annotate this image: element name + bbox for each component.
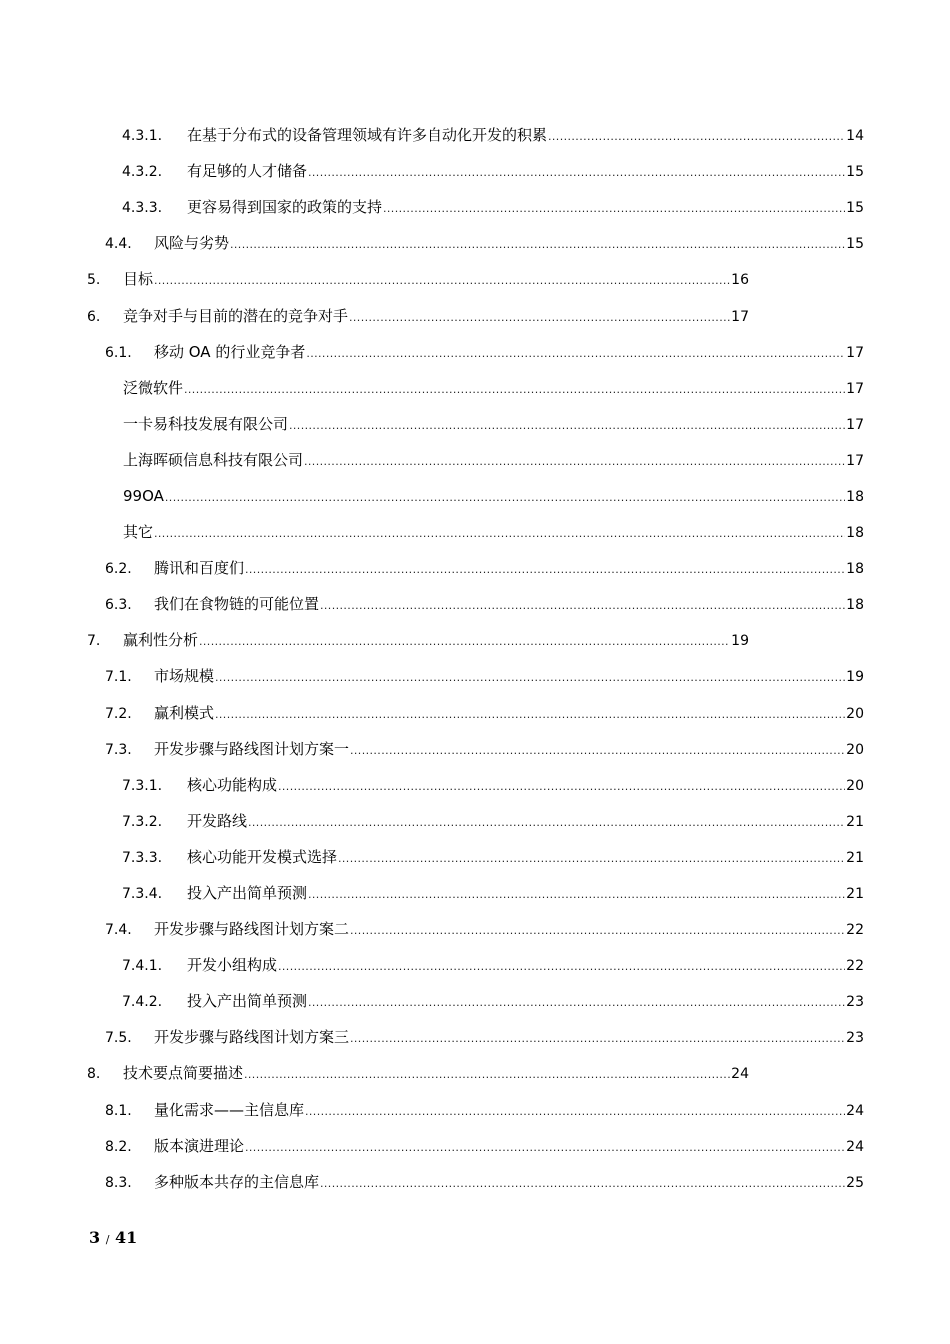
toc-entry-number: 4.3.3. <box>122 200 163 217</box>
toc-entry-title[interactable]: 核心功能开发模式选择 <box>187 847 338 866</box>
toc-entry[interactable] <box>0 262 950 298</box>
toc-dot-leader <box>245 1139 845 1157</box>
toc-entry-page[interactable]: 24 <box>846 1102 864 1119</box>
toc-dot-leader <box>278 958 845 976</box>
toc-entry-title[interactable]: 量化需求——主信息库 <box>154 1100 305 1119</box>
toc-entry[interactable] <box>0 912 950 948</box>
toc-entry-body <box>187 848 864 868</box>
toc-entry-number: 7.4. <box>105 922 132 939</box>
toc-entry[interactable] <box>0 984 950 1020</box>
toc-entry-body <box>187 884 864 904</box>
toc-entry-title[interactable]: 技术要点简要描述 <box>123 1064 244 1083</box>
toc-entry-page[interactable]: 18 <box>846 561 864 578</box>
toc-dot-leader <box>308 994 845 1012</box>
toc-entry-page[interactable]: 21 <box>846 813 864 830</box>
toc-dot-leader <box>244 1066 730 1084</box>
toc-entry-number: 4.3.2. <box>122 164 163 181</box>
toc-entry-body <box>154 920 864 940</box>
toc-entry[interactable] <box>0 1129 950 1165</box>
toc-entry-number: 7.2. <box>105 705 132 722</box>
toc-entry-number: 6.2. <box>105 561 132 578</box>
toc-entry-title[interactable]: 市场规模 <box>154 667 215 686</box>
toc-entry[interactable] <box>0 154 950 190</box>
toc-entry-body <box>187 812 864 832</box>
toc-entry-page[interactable]: 17 <box>846 380 864 397</box>
toc-entry-number: 8. <box>87 1066 101 1083</box>
toc-entry[interactable] <box>0 659 950 695</box>
toc-entry[interactable] <box>0 732 950 768</box>
toc-entry[interactable] <box>0 623 950 659</box>
toc-entry-number: 7.3.1. <box>122 777 163 794</box>
toc-entry-page[interactable]: 15 <box>846 236 864 253</box>
toc-entry-page[interactable]: 20 <box>846 741 864 758</box>
toc-entry-body <box>123 415 864 435</box>
page-current: 3 <box>89 1228 101 1247</box>
toc-entry-page[interactable]: 17 <box>846 452 864 469</box>
toc-entry-title[interactable]: 开发步骤与路线图计划方案二 <box>154 920 350 939</box>
toc-entry[interactable] <box>0 443 950 479</box>
toc-entry[interactable] <box>0 948 950 984</box>
toc-entry-page[interactable]: 24 <box>731 1066 749 1083</box>
toc-entry-title[interactable]: 有足够的人才储备 <box>187 162 308 181</box>
toc-entry-page[interactable]: 21 <box>846 849 864 866</box>
toc-entry-title[interactable]: 在基于分布式的设备管理领域有许多自动化开发的积累 <box>187 126 548 145</box>
toc-entry-number: 4.3.1. <box>122 128 163 145</box>
page-separator: / <box>105 1233 110 1246</box>
toc-entry-page[interactable]: 17 <box>846 416 864 433</box>
table-of-contents <box>0 118 950 1201</box>
toc-entry-number: 6.3. <box>105 597 132 614</box>
toc-entry-body <box>123 451 864 471</box>
toc-entry-body <box>187 992 864 1012</box>
toc-entry-title[interactable]: 开发小组构成 <box>187 956 278 975</box>
toc-entry[interactable] <box>0 587 950 623</box>
toc-entry-title[interactable]: 赢利模式 <box>154 703 215 722</box>
toc-entry-body <box>187 162 864 182</box>
toc-entry-number: 7.1. <box>105 669 132 686</box>
toc-entry-title[interactable]: 99OA <box>123 486 164 505</box>
toc-entry-page[interactable]: 21 <box>846 886 864 903</box>
toc-entry[interactable] <box>0 479 950 515</box>
toc-entry-page[interactable]: 16 <box>731 272 749 289</box>
toc-entry-title[interactable]: 核心功能构成 <box>187 775 278 794</box>
toc-entry[interactable] <box>0 1093 950 1129</box>
toc-entry[interactable] <box>0 190 950 226</box>
page-number <box>89 1228 137 1247</box>
toc-entry-title[interactable]: 多种版本共存的主信息库 <box>154 1172 320 1191</box>
toc-entry-number: 7.3.4. <box>122 886 163 903</box>
toc-entry-title[interactable]: 开发步骤与路线图计划方案一 <box>154 739 350 758</box>
toc-entry[interactable] <box>0 804 950 840</box>
toc-entry[interactable] <box>0 298 950 334</box>
toc-entry-page[interactable]: 22 <box>846 922 864 939</box>
toc-dot-leader <box>308 164 845 182</box>
toc-entry-number: 7. <box>87 633 101 650</box>
toc-entry[interactable] <box>0 335 950 371</box>
toc-entry-page[interactable]: 23 <box>846 994 864 1011</box>
toc-entry-body <box>187 956 864 976</box>
toc-entry-title[interactable]: 上海晖硕信息科技有限公司 <box>123 450 304 469</box>
toc-entry[interactable] <box>0 840 950 876</box>
toc-entry-body <box>154 1173 864 1193</box>
toc-entry-page[interactable]: 15 <box>846 200 864 217</box>
toc-dot-leader <box>320 1175 845 1193</box>
toc-entry-page[interactable]: 20 <box>846 777 864 794</box>
toc-dot-leader <box>349 309 730 327</box>
toc-entry-body <box>154 667 864 687</box>
toc-entry-number: 7.3.3. <box>122 849 163 866</box>
toc-entry-page[interactable]: 18 <box>846 597 864 614</box>
toc-entry[interactable] <box>0 118 950 154</box>
toc-entry[interactable] <box>0 1165 950 1201</box>
toc-entry-number: 4.4. <box>105 236 132 253</box>
toc-entry-number: 7.4.2. <box>122 994 163 1011</box>
toc-entry-body <box>123 631 749 651</box>
toc-dot-leader <box>154 272 730 290</box>
toc-entry-number: 7.4.1. <box>122 958 163 975</box>
toc-dot-leader <box>165 489 845 507</box>
toc-entry-body <box>187 776 864 796</box>
toc-entry-number: 7.3.2. <box>122 813 163 830</box>
toc-entry-body <box>154 1028 864 1048</box>
toc-entry-page[interactable]: 19 <box>731 633 749 650</box>
toc-entry-title[interactable]: 开发路线 <box>187 811 248 830</box>
toc-dot-leader <box>338 850 845 868</box>
toc-entry-number: 7.3. <box>105 741 132 758</box>
toc-entry-page[interactable]: 19 <box>846 669 864 686</box>
toc-entry-number: 8.3. <box>105 1174 132 1191</box>
toc-entry[interactable] <box>0 226 950 262</box>
toc-entry-body <box>123 1064 749 1084</box>
page-total: 41 <box>115 1228 138 1247</box>
toc-entry-title[interactable]: 更容易得到国家的政策的支持 <box>187 198 383 217</box>
toc-entry-body <box>154 559 864 579</box>
toc-entry-title[interactable]: 风险与劣势 <box>154 234 230 253</box>
toc-entry[interactable] <box>0 768 950 804</box>
toc-entry-page[interactable]: 25 <box>846 1174 864 1191</box>
toc-entry-title[interactable]: 投入产出简单预测 <box>187 992 308 1011</box>
toc-entry-page[interactable]: 17 <box>731 308 749 325</box>
toc-entry[interactable] <box>0 1020 950 1056</box>
toc-entry-body <box>154 343 864 363</box>
toc-entry-title[interactable]: 开发步骤与路线图计划方案三 <box>154 1028 350 1047</box>
toc-dot-leader <box>308 886 845 904</box>
toc-entry-body <box>154 595 864 615</box>
toc-entry-title[interactable]: 腾讯和百度们 <box>154 559 245 578</box>
toc-dot-leader <box>154 525 845 543</box>
toc-dot-leader <box>306 345 845 363</box>
toc-entry-page[interactable]: 18 <box>846 525 864 542</box>
toc-entry-page[interactable]: 15 <box>846 164 864 181</box>
toc-entry-body <box>154 740 864 760</box>
toc-dot-leader <box>383 200 845 218</box>
toc-entry[interactable] <box>0 551 950 587</box>
toc-dot-leader <box>289 417 845 435</box>
toc-entry-title[interactable]: 版本演进理论 <box>154 1136 245 1155</box>
toc-entry-page[interactable]: 20 <box>846 705 864 722</box>
toc-entry-body <box>154 704 864 724</box>
toc-dot-leader <box>350 922 845 940</box>
toc-dot-leader <box>548 128 845 146</box>
toc-entry-page[interactable]: 14 <box>846 128 864 145</box>
toc-entry-body <box>154 234 864 254</box>
toc-entry[interactable] <box>0 515 950 551</box>
toc-entry-page[interactable]: 23 <box>846 1030 864 1047</box>
toc-dot-leader <box>245 561 845 579</box>
toc-dot-leader <box>350 742 845 760</box>
toc-entry-page[interactable]: 22 <box>846 958 864 975</box>
toc-entry-body <box>187 198 864 218</box>
toc-entry-body <box>154 1137 864 1157</box>
toc-entry-number: 6.1. <box>105 344 132 361</box>
toc-entry-title[interactable]: 赢利性分析 <box>123 631 199 650</box>
toc-entry-number: 8.1. <box>105 1102 132 1119</box>
toc-entry-title[interactable]: 目标 <box>123 270 154 289</box>
toc-entry-body <box>154 1101 864 1121</box>
toc-dot-leader <box>350 1030 845 1048</box>
toc-dot-leader <box>199 633 730 651</box>
toc-entry[interactable] <box>0 407 950 443</box>
toc-dot-leader <box>184 381 845 399</box>
toc-entry-title[interactable]: 投入产出简单预测 <box>187 884 308 903</box>
toc-dot-leader <box>248 814 845 832</box>
toc-dot-leader <box>215 669 845 687</box>
toc-entry-number: 8.2. <box>105 1138 132 1155</box>
toc-entry-body <box>187 126 864 146</box>
toc-entry[interactable] <box>0 371 950 407</box>
toc-entry-body <box>123 487 864 507</box>
toc-entry-title[interactable]: 竞争对手与目前的潜在的竞争对手 <box>123 306 349 325</box>
toc-entry-title[interactable]: 泛微软件 <box>123 378 184 397</box>
toc-entry-page[interactable]: 24 <box>846 1138 864 1155</box>
toc-dot-leader <box>305 1103 845 1121</box>
toc-entry-title[interactable]: 我们在食物链的可能位置 <box>154 595 320 614</box>
toc-entry-title[interactable]: 一卡易科技发展有限公司 <box>123 414 289 433</box>
toc-dot-leader <box>320 597 845 615</box>
toc-entry[interactable] <box>0 1056 950 1092</box>
toc-entry-title[interactable]: 其它 <box>123 523 154 542</box>
toc-entry-page[interactable]: 18 <box>846 488 864 505</box>
toc-dot-leader <box>304 453 845 471</box>
toc-entry-body <box>123 307 749 327</box>
toc-entry-page[interactable]: 17 <box>846 344 864 361</box>
toc-entry[interactable] <box>0 696 950 732</box>
toc-entry-number: 5. <box>87 272 101 289</box>
toc-dot-leader <box>215 706 845 724</box>
toc-entry-body <box>123 523 864 543</box>
toc-entry[interactable] <box>0 876 950 912</box>
toc-dot-leader <box>278 778 845 796</box>
toc-dot-leader <box>230 236 845 254</box>
toc-entry-body <box>123 270 749 290</box>
toc-entry-number: 6. <box>87 308 101 325</box>
toc-entry-title[interactable]: 移动 OA 的行业竞争者 <box>154 342 306 361</box>
toc-entry-number: 7.5. <box>105 1030 132 1047</box>
toc-entry-body <box>123 379 864 399</box>
